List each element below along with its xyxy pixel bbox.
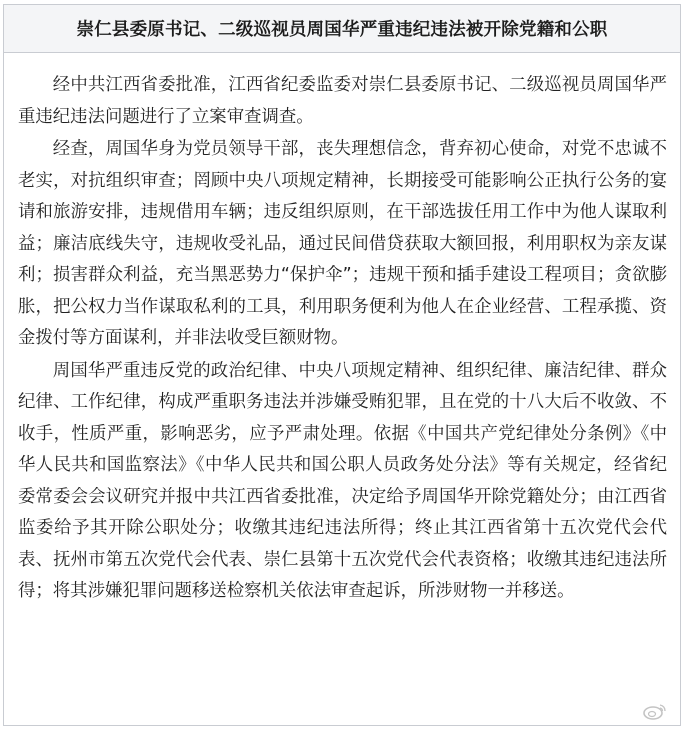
paragraph-1: 经中共江西省委批准，江西省纪委监委对崇仁县委原书记、二级巡视员周国华严重违纪违法问题进行了立案审查调查。 <box>18 75 667 127</box>
article-card <box>3 4 681 726</box>
title-bar <box>4 5 680 53</box>
paragraph-2: 经查，周国华身为党员领导干部，丧失理想信念，背弃初心使命，对党不忠诚不老实，对抗组织审查；罔顾中央八项规定精神，长期接受可能影响公正执行公务的宴请和旅游安排，违规借用车辆；违反组织原则，在干部选拔任用工作中为他人谋取利益；廉洁底线失守，违规收受礼品，通过民间借贷获取大额回报，利用职权为亲友谋利；损害群众利益，充当黑恶势力“保护伞”；违规干预和插手建设工程项目；贪欲膨胀，把公权力当作谋取私利的工具，利用职务便利为他人在企业经营、工程承揽、资金拨付等方面谋利，并非法收受巨额财物。 <box>18 139 667 348</box>
article-title: 崇仁县委原书记、二级巡视员周国华严重违纪违法被开除党籍和公职 <box>76 20 608 40</box>
watermark <box>642 702 672 720</box>
article-body <box>4 53 680 608</box>
paragraph-3: 周国华严重违反党的政治纪律、中央八项规定精神、组织纪律、廉洁纪律、群众纪律、工作纪律，构成严重职务违法并涉嫌受贿犯罪，且在党的十八大后不收敛、不收手，性质严重，影响恶劣，应予严肃处理。依据《中国共产党纪律处分条例》《中华人民共和国监察法》《中华人民共和国公职人员政务处分法》等有关规定，经省纪委常委会会议研究并报中共江西省委批准，决定给予周国华开除党籍处分；由江西省监委给予其开除公职处分；收缴其违纪违法所得；终止其江西省第十五次党代会代表、抚州市第五次党代会代表、崇仁县第十五次党代会代表资格；收缴其违纪违法所得；将其涉嫌犯罪问题移送检察机关依法审查起诉，所涉财物一并移送。 <box>18 360 667 601</box>
weibo-logo-icon <box>642 702 668 720</box>
